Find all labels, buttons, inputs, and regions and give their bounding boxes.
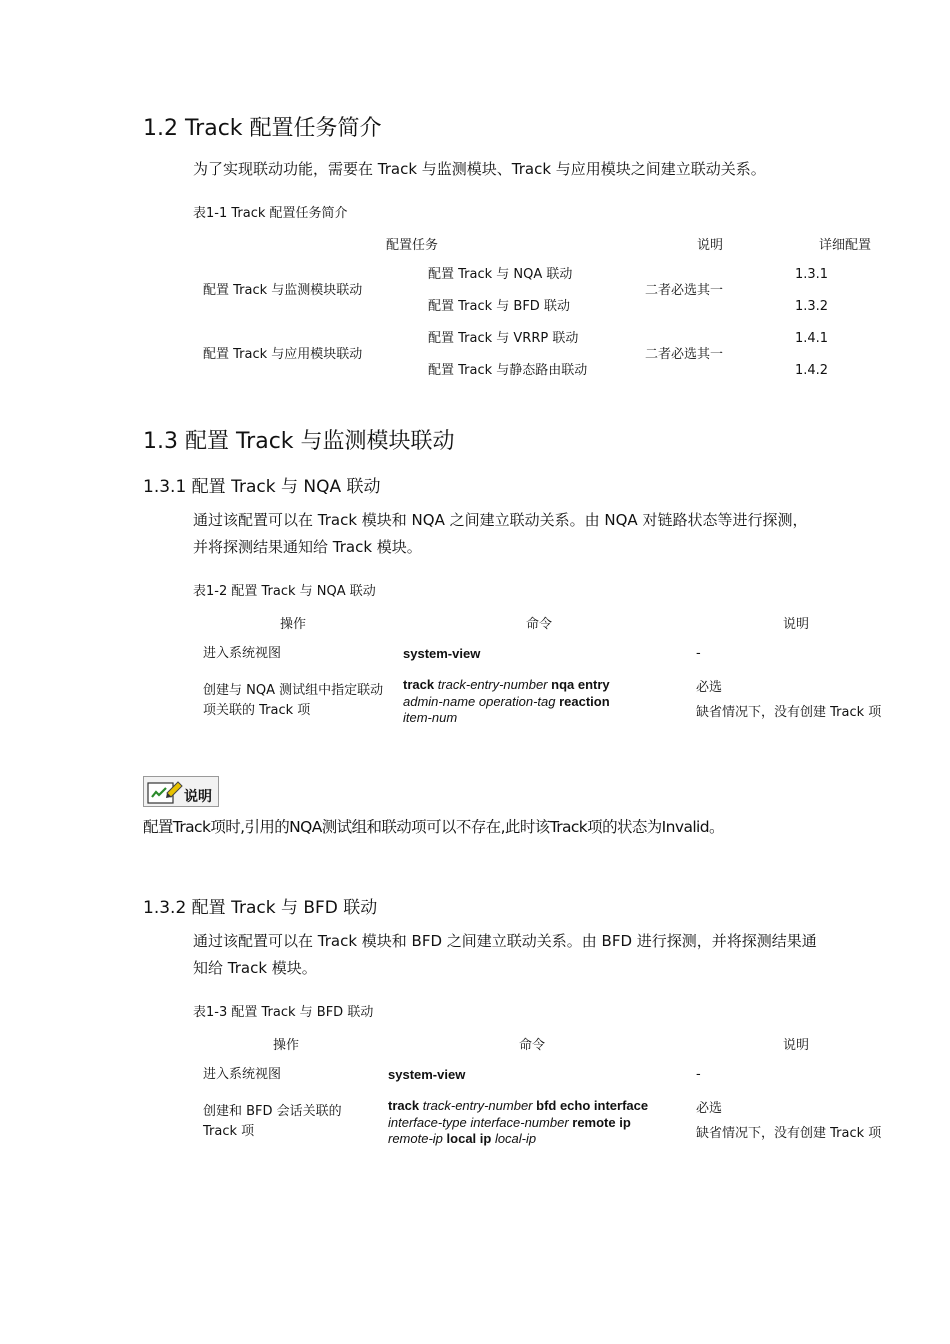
table-header-desc: 说明 [697, 238, 724, 253]
command-argument: track-entry-number [437, 677, 552, 692]
command-keyword: system-view [403, 646, 481, 661]
task-ref-link[interactable]: 1.3.1 [795, 267, 829, 282]
note-label: 说明 [184, 789, 212, 805]
desc-cell: 缺省情况下，没有创建 Track 项 [696, 705, 882, 720]
desc-cell: - [696, 1067, 701, 1082]
task-group-note: 二者必选其一 [645, 283, 724, 298]
section-title-1-3-1: 1.3.1 配置 Track 与 NQA 联动 [143, 477, 381, 497]
command-keyword: nqa entry [551, 677, 610, 692]
command-keyword: system-view [388, 1067, 466, 1082]
table-1-1-caption: 表1-1 Track 配置任务简介 [193, 206, 348, 221]
table-header-cmd: 命令 [519, 1038, 546, 1053]
table-1-2-caption: 表1-2 配置 Track 与 NQA 联动 [193, 584, 376, 599]
desc-cell: - [696, 646, 701, 661]
task-ref-link[interactable]: 1.4.2 [795, 363, 829, 378]
note-text: 配置Track项时,引用的NQA测试组和联动项可以不存在,此时该Track项的状态为Invalid。 [143, 818, 724, 836]
op-cell: 进入系统视图 [203, 646, 282, 661]
desc-cell: 必选 [696, 680, 723, 695]
command-keyword: reaction [559, 693, 610, 709]
task-item: 配置 Track 与 BFD 联动 [428, 299, 570, 314]
command-keyword: bfd echo interface [536, 1098, 649, 1113]
pencil-note-icon [147, 779, 183, 805]
task-item: 配置 Track 与 NQA 联动 [428, 267, 573, 282]
op-cell: 创建和 BFD 会话关联的 Track 项 [203, 1104, 342, 1139]
table-header-desc: 说明 [783, 617, 810, 632]
task-group-note: 二者必选其一 [645, 347, 724, 362]
command-argument: track-entry-number [422, 1098, 537, 1113]
section-title-1-3-2: 1.3.2 配置 Track 与 BFD 联动 [143, 898, 378, 918]
command-keyword: remote ip [572, 1114, 631, 1130]
task-item: 配置 Track 与 VRRP 联动 [428, 331, 579, 346]
command-argument: interface-type interface-number [388, 1114, 573, 1130]
desc-cell: 缺省情况下，没有创建 Track 项 [696, 1126, 882, 1141]
table-header-op: 操作 [280, 617, 307, 632]
command-argument: local-ip [494, 1131, 537, 1146]
table-header-cmd: 命令 [526, 617, 553, 632]
task-group-monitor: 配置 Track 与监测模块联动 [203, 283, 363, 298]
op-cell: 创建与 NQA 测试组中指定联动项关联的 Track 项 [203, 683, 384, 718]
command-keyword: track [403, 677, 438, 692]
table-header-detail: 详细配置 [819, 238, 872, 253]
table-1-3-caption: 表1-3 配置 Track 与 BFD 联动 [193, 1005, 374, 1020]
command-argument: admin-name operation-tag [403, 693, 560, 709]
table-header-desc: 说明 [783, 1038, 810, 1053]
section-1-3-1-paragraph: 通过该配置可以在 Track 模块和 NQA 之间建立联动关系。由 NQA 对链路状态等进行探测，并将探测结果通知给 Track 模块。 [193, 511, 808, 556]
section-1-2-paragraph: 为了实现联动功能，需要在 Track 与监测模块、Track 与应用模块之间建立联动关系。 [193, 160, 766, 178]
command-cell [403, 646, 480, 663]
command-keyword: track [388, 1098, 423, 1113]
desc-cell: 必选 [696, 1101, 723, 1116]
command-argument: remote-ip [388, 1131, 447, 1146]
section-1-3-2-paragraph: 通过该配置可以在 Track 模块和 BFD 之间建立联动关系。由 BFD 进行探测，并将探测结果通知给 Track 模块。 [193, 932, 817, 977]
note-icon [143, 776, 219, 807]
section-title-1-2: 1.2 Track 配置任务简介 [143, 116, 382, 141]
table-header-task: 配置任务 [386, 238, 439, 253]
command-keyword: local ip [446, 1131, 495, 1146]
task-item: 配置 Track 与静态路由联动 [428, 363, 588, 378]
command-cell [388, 1098, 648, 1148]
op-cell: 进入系统视图 [203, 1067, 282, 1082]
task-ref-link[interactable]: 1.4.1 [795, 331, 829, 346]
table-header-op: 操作 [273, 1038, 300, 1053]
command-cell [388, 1067, 465, 1084]
command-argument: item-num [403, 710, 458, 725]
task-group-app: 配置 Track 与应用模块联动 [203, 347, 363, 362]
task-ref-link[interactable]: 1.3.2 [795, 299, 829, 314]
section-title-1-3: 1.3 配置 Track 与监测模块联动 [143, 429, 455, 454]
command-cell [403, 677, 610, 727]
